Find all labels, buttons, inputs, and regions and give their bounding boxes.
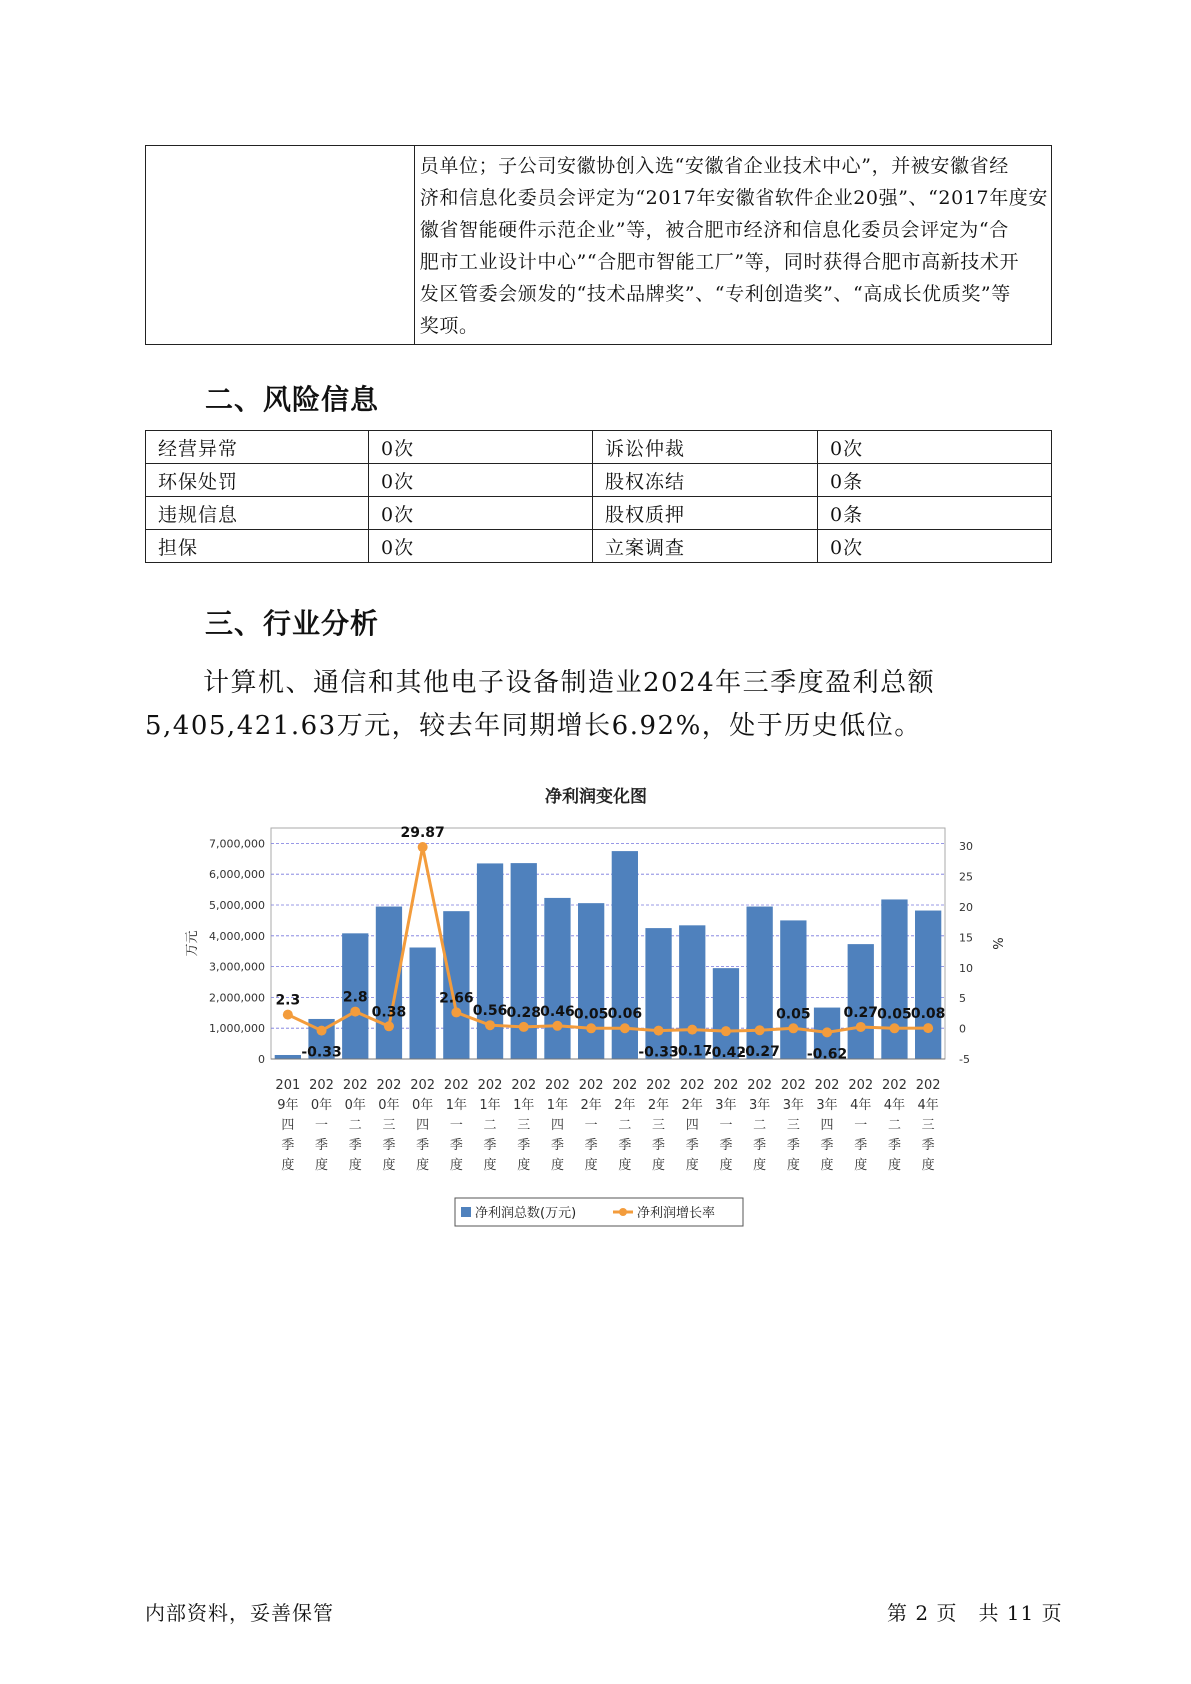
- x-tick-label: 季: [685, 1138, 699, 1153]
- x-tick-label: 202: [578, 1078, 604, 1093]
- x-tick-label: 0年: [412, 1098, 434, 1113]
- bar: [578, 903, 604, 1059]
- x-tick-label: 四: [685, 1118, 699, 1133]
- y-right-axis-label: %: [989, 937, 1004, 950]
- risk-value: 0次: [369, 497, 593, 530]
- x-tick-label: 季: [887, 1138, 901, 1153]
- data-label: -0.17: [672, 1043, 713, 1060]
- risk-value: 0次: [369, 431, 593, 464]
- x-tick-label: 202: [342, 1078, 368, 1093]
- x-tick-label: 度: [753, 1158, 767, 1173]
- y-left-tick-label: 6,000,000: [209, 868, 265, 882]
- x-tick-label: 季: [281, 1138, 295, 1153]
- bar: [645, 928, 671, 1059]
- intro-line: 奖项。: [419, 315, 479, 337]
- x-tick-label: 3年: [715, 1098, 737, 1113]
- risk-table: [145, 430, 1052, 563]
- x-tick-label: 度: [652, 1158, 666, 1173]
- x-tick-label: 9年: [277, 1098, 299, 1113]
- data-label: 2.3: [275, 992, 301, 1009]
- table-row: [146, 497, 1052, 530]
- intro-table-text-cell: [414, 146, 1051, 345]
- intro-line: 济和信息化委员会评定为“2017年安徽省软件企业20强”、“2017年度安: [419, 187, 1048, 209]
- growth-rate-point: [721, 1026, 731, 1036]
- x-tick-label: 度: [382, 1158, 396, 1173]
- data-label: 2.66: [439, 990, 474, 1007]
- data-label: 0.56: [472, 1003, 508, 1020]
- x-tick-label: 度: [416, 1158, 430, 1173]
- y-left-tick-label: 7,000,000: [209, 837, 265, 851]
- x-tick-label: 3年: [782, 1098, 804, 1113]
- x-tick-label: 四: [820, 1118, 834, 1133]
- x-tick-label: 三: [786, 1118, 800, 1133]
- x-tick-label: 度: [786, 1158, 800, 1173]
- data-label: -0.33: [301, 1044, 342, 1061]
- x-tick-label: 度: [449, 1158, 463, 1173]
- x-tick-label: 二: [753, 1118, 767, 1133]
- risk-label: 担保: [146, 530, 369, 563]
- risk-value: 0次: [818, 530, 1052, 563]
- x-tick-label: 202: [612, 1078, 638, 1093]
- x-tick-label: 0年: [378, 1098, 400, 1113]
- growth-rate-point: [687, 1025, 697, 1035]
- x-tick-label: 202: [477, 1078, 503, 1093]
- legend-bar-label: 净利润总数(万元): [475, 1206, 577, 1221]
- legend-line-label: 净利润增长率: [637, 1206, 716, 1221]
- table-row: [146, 431, 1052, 464]
- x-tick-label: 一: [719, 1118, 733, 1133]
- y-left-tick-label: 1,000,000: [209, 1022, 265, 1036]
- x-tick-label: 三: [382, 1118, 396, 1133]
- y-left-tick-label: 5,000,000: [209, 899, 265, 912]
- footer-confidential: 内部资料，妥善保管: [145, 1601, 334, 1625]
- x-tick-label: 度: [854, 1158, 868, 1173]
- x-tick-label: 202: [679, 1078, 705, 1093]
- y-left-tick-label: 4,000,000: [209, 929, 265, 943]
- x-tick-label: 三: [517, 1118, 531, 1133]
- growth-rate-point: [822, 1027, 832, 1037]
- x-tick-label: 度: [921, 1158, 935, 1173]
- x-tick-label: 度: [584, 1158, 598, 1173]
- x-tick-label: 度: [348, 1158, 362, 1173]
- x-tick-label: 一: [584, 1118, 598, 1133]
- data-label: 0.05: [877, 1006, 912, 1023]
- data-label: 29.87: [400, 825, 445, 842]
- x-tick-label: 季: [550, 1138, 564, 1153]
- x-tick-label: 季: [584, 1138, 598, 1153]
- y-right-tick-label: 25: [959, 870, 973, 884]
- x-tick-label: 2年: [580, 1098, 602, 1113]
- x-tick-label: 度: [618, 1158, 632, 1173]
- y-right-tick-label: 15: [959, 931, 973, 945]
- intro-line: 员单位；子公司安徽协创入选“安徽省企业技术中心”，并被安徽省经: [419, 155, 1009, 177]
- x-tick-label: 季: [618, 1138, 632, 1153]
- growth-rate-point: [856, 1022, 866, 1032]
- x-tick-label: 度: [550, 1158, 564, 1173]
- bar: [747, 907, 773, 1059]
- data-label: -0.62: [806, 1046, 848, 1063]
- x-tick-label: 度: [483, 1158, 497, 1173]
- risk-label: 立案调查: [593, 530, 818, 563]
- industry-heading: 三、行业分析: [205, 607, 380, 640]
- footer-page-number: 第 2 页 共 11 页: [887, 1601, 1063, 1625]
- chart-title: 净利润变化图: [545, 787, 647, 807]
- data-label: 0.28: [506, 1004, 542, 1021]
- x-tick-label: 季: [348, 1138, 362, 1153]
- x-tick-label: 度: [685, 1158, 699, 1173]
- table-row: [146, 530, 1052, 563]
- x-tick-label: 度: [719, 1158, 733, 1173]
- data-label: 0.05: [573, 1006, 609, 1023]
- x-tick-label: 季: [517, 1138, 531, 1153]
- data-label: -0.42: [705, 1045, 747, 1062]
- x-tick-label: 四: [281, 1118, 295, 1133]
- growth-rate-point: [519, 1022, 529, 1032]
- x-tick-label: 季: [483, 1138, 497, 1153]
- x-tick-label: 0年: [344, 1098, 366, 1113]
- x-tick-label: 1年: [513, 1098, 535, 1113]
- x-tick-label: 季: [382, 1138, 396, 1153]
- growth-rate-point: [384, 1021, 394, 1031]
- x-tick-label: 202: [882, 1078, 907, 1093]
- x-tick-label: 202: [814, 1078, 840, 1093]
- x-tick-label: 2年: [681, 1098, 703, 1113]
- y-right-tick-label: 20: [959, 901, 973, 915]
- x-tick-label: 季: [854, 1138, 868, 1153]
- bar: [410, 948, 436, 1059]
- growth-rate-point: [654, 1026, 664, 1036]
- risk-label: 股权冻结: [593, 464, 818, 497]
- bar: [881, 899, 907, 1059]
- growth-rate-point: [485, 1020, 495, 1030]
- x-tick-label: 四: [550, 1118, 564, 1133]
- growth-rate-point: [418, 842, 428, 852]
- x-tick-label: 季: [753, 1138, 767, 1153]
- data-label: 0.05: [776, 1006, 811, 1023]
- bar: [275, 1055, 301, 1059]
- x-tick-label: 1年: [445, 1098, 467, 1113]
- intro-table: [145, 145, 1052, 345]
- x-tick-label: 季: [315, 1138, 329, 1153]
- growth-rate-point: [350, 1007, 360, 1017]
- x-tick-label: 一: [315, 1118, 329, 1133]
- x-tick-label: 2年: [647, 1098, 670, 1113]
- x-tick-label: 二: [887, 1118, 901, 1133]
- risk-label: 股权质押: [593, 497, 818, 530]
- intro-line: 徽省智能硬件示范企业”等，被合肥市经济和信息化委员会评定为“合: [419, 219, 1009, 241]
- bar: [848, 944, 874, 1059]
- growth-rate-point: [451, 1007, 461, 1017]
- x-tick-label: 202: [410, 1078, 436, 1093]
- growth-rate-point: [317, 1026, 327, 1036]
- x-tick-label: 202: [747, 1078, 773, 1093]
- x-tick-label: 4年: [883, 1098, 906, 1113]
- x-tick-label: 202: [915, 1078, 941, 1093]
- risk-heading: 二、风险信息: [205, 383, 380, 416]
- x-tick-label: 度: [281, 1158, 295, 1173]
- x-tick-label: 季: [416, 1138, 430, 1153]
- intro-line: 肥市工业设计中心”“合肥市智能工厂”等，同时获得合肥市高新技术开: [419, 251, 1020, 273]
- data-label: 0.46: [540, 1003, 575, 1020]
- intro-line: 发区管委会颁发的“技术品牌奖”、“专利创造奖”、“高成长优质奖”等: [419, 283, 1011, 305]
- x-tick-label: 度: [820, 1158, 834, 1173]
- industry-paragraph-line: 计算机、通信和其他电子设备制造业2024年三季度盈利总额: [203, 668, 936, 698]
- bar: [915, 911, 941, 1059]
- data-label: -0.33: [638, 1044, 679, 1061]
- y-right-tick-label: 0: [959, 1022, 966, 1036]
- x-tick-label: 季: [719, 1138, 733, 1153]
- x-tick-label: 季: [449, 1138, 463, 1153]
- x-tick-label: 3年: [749, 1098, 771, 1113]
- bar: [443, 911, 469, 1059]
- x-tick-label: 季: [921, 1138, 935, 1153]
- x-tick-label: 度: [315, 1158, 329, 1173]
- risk-value: 0次: [818, 431, 1052, 464]
- x-tick-label: 202: [545, 1078, 570, 1093]
- x-tick-label: 202: [646, 1078, 671, 1093]
- data-label: 0.06: [607, 1006, 643, 1023]
- x-tick-label: 0年: [310, 1098, 333, 1113]
- x-tick-label: 二: [483, 1118, 497, 1133]
- x-tick-label: 三: [921, 1118, 935, 1133]
- x-tick-label: 202: [780, 1078, 806, 1093]
- bar: [544, 898, 570, 1059]
- data-label: 2.8: [342, 989, 368, 1006]
- data-label: 0.27: [843, 1004, 879, 1021]
- y-left-tick-label: 2,000,000: [209, 991, 265, 1005]
- x-tick-label: 2年: [614, 1098, 636, 1113]
- growth-rate-point: [620, 1023, 630, 1033]
- y-right-tick-label: 5: [959, 992, 966, 1006]
- risk-value: 0次: [369, 464, 593, 497]
- x-tick-label: 202: [309, 1078, 334, 1093]
- x-tick-label: 4年: [917, 1098, 939, 1113]
- x-tick-label: 季: [652, 1138, 666, 1153]
- risk-value: 0条: [818, 497, 1052, 530]
- x-tick-label: 三: [652, 1118, 666, 1133]
- x-tick-label: 二: [618, 1118, 632, 1133]
- legend-line-marker: [619, 1208, 627, 1216]
- x-tick-label: 度: [517, 1158, 531, 1173]
- x-tick-label: 一: [449, 1118, 463, 1133]
- x-tick-label: 202: [511, 1078, 537, 1093]
- y-right-tick-label: 30: [959, 840, 973, 854]
- x-tick-label: 季: [820, 1138, 834, 1153]
- x-tick-label: 一: [854, 1118, 868, 1133]
- x-tick-label: 202: [443, 1078, 469, 1093]
- risk-label: 诉讼仲裁: [593, 431, 818, 464]
- net-profit-chart: [180, 778, 1004, 1238]
- y-left-axis-label: 万元: [185, 930, 200, 957]
- intro-table-left-cell: [146, 146, 415, 345]
- industry-paragraph-line: 5,405,421.63万元，较去年同期增长6.92%，处于历史低位。: [145, 711, 922, 741]
- x-tick-label: 1年: [546, 1098, 569, 1113]
- x-tick-label: 202: [376, 1078, 402, 1093]
- y-left-tick-label: 3,000,000: [209, 960, 265, 974]
- x-tick-label: 3年: [816, 1098, 838, 1113]
- bar: [780, 920, 806, 1059]
- data-label: 0.08: [910, 1006, 946, 1023]
- growth-rate-point: [552, 1021, 562, 1031]
- x-tick-label: 季: [786, 1138, 800, 1153]
- data-label: 0.38: [371, 1004, 407, 1021]
- growth-rate-point: [923, 1023, 933, 1033]
- table-row: [146, 464, 1052, 497]
- x-tick-label: 1年: [479, 1098, 501, 1113]
- x-tick-label: 度: [887, 1158, 901, 1173]
- growth-rate-point: [788, 1023, 798, 1033]
- legend-bar-swatch: [461, 1207, 471, 1217]
- y-left-tick-label: 0: [258, 1053, 265, 1066]
- risk-value: 0条: [818, 464, 1052, 497]
- growth-rate-point: [889, 1023, 899, 1033]
- risk-label: 环保处罚: [146, 464, 369, 497]
- x-tick-label: 202: [848, 1078, 874, 1093]
- plot-frame: [271, 828, 945, 1062]
- y-right-tick-label: 10: [959, 961, 973, 975]
- x-tick-label: 201: [275, 1078, 301, 1093]
- risk-label: 违规信息: [146, 497, 369, 530]
- risk-label: 经营异常: [146, 431, 369, 464]
- x-tick-label: 四: [416, 1118, 430, 1133]
- x-tick-label: 4年: [850, 1098, 872, 1113]
- risk-value: 0次: [369, 530, 593, 563]
- x-tick-label: 二: [348, 1118, 362, 1133]
- bar: [679, 925, 705, 1059]
- y-right-tick-label: -5: [959, 1053, 970, 1066]
- data-label: -0.27: [739, 1044, 780, 1061]
- growth-rate-point: [586, 1023, 596, 1033]
- growth-rate-point: [755, 1025, 765, 1035]
- x-tick-label: 202: [713, 1078, 739, 1093]
- growth-rate-point: [283, 1010, 293, 1020]
